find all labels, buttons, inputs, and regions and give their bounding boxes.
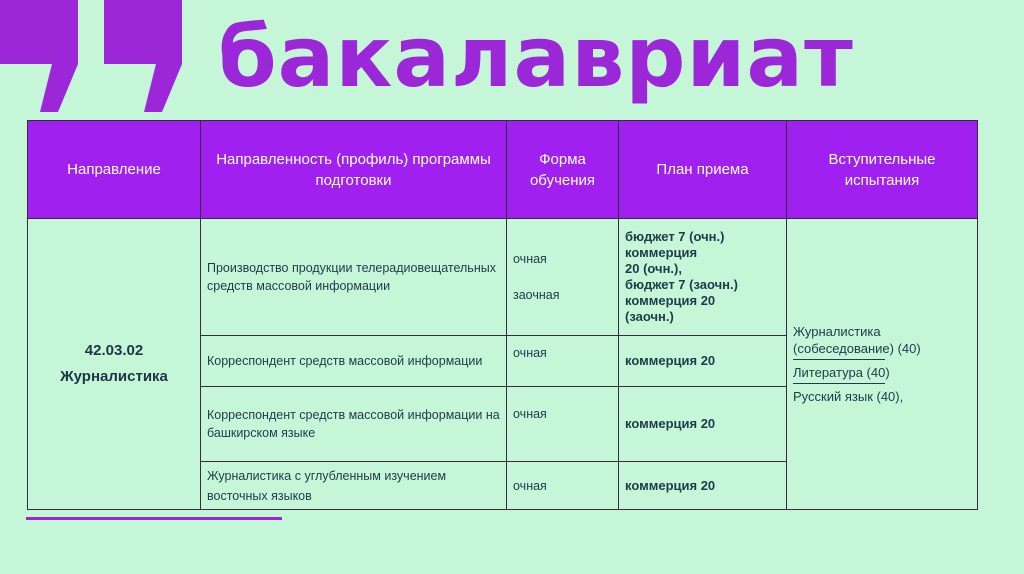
exams-cell	[787, 219, 978, 510]
direction-cell	[28, 219, 201, 510]
plan-line: бюджет 7 (очн.)	[625, 229, 725, 244]
form-cell	[507, 219, 619, 336]
profile-cell: Корреспондент средств массовой информации на башкирском языке	[201, 387, 507, 462]
header-profile: Направленность (профиль) программы подготовки	[201, 121, 507, 219]
form-value: очная	[513, 252, 547, 266]
form-cell: очная	[507, 336, 619, 387]
quote-mark-icon	[0, 0, 200, 112]
page-title: бакалавриат	[218, 8, 854, 106]
admission-table	[27, 120, 978, 510]
header-form: Форма обучения	[507, 121, 619, 219]
exam-item: Литература (40)	[793, 365, 890, 380]
direction-code: 42.03.02	[84, 342, 144, 359]
profile-cell: Производство продукции телерадиовещательных средств массовой информации	[201, 219, 507, 336]
form-cell: очная	[507, 462, 619, 510]
header-direction: Направление	[28, 121, 201, 219]
plan-cell	[619, 219, 787, 336]
plan-line: (заочн.)	[625, 309, 674, 324]
plan-cell: коммерция 20	[619, 336, 787, 387]
divider	[793, 359, 885, 360]
direction-name: Журналистика	[60, 368, 168, 385]
plan-cell: коммерция 20	[619, 387, 787, 462]
plan-line: 20 (очн.),	[625, 261, 682, 276]
plan-line: бюджет 7 (заочн.)	[625, 277, 738, 292]
exam-item: Русский язык (40),	[793, 389, 904, 404]
header-plan: План приема	[619, 121, 787, 219]
table-header-row	[28, 121, 978, 219]
plan-cell: коммерция 20	[619, 462, 787, 510]
header-exams: Вступительные испытания	[787, 121, 978, 219]
divider	[793, 383, 885, 384]
exam-item: Журналистика (собеседование) (40)	[793, 324, 921, 356]
plan-line: коммерция	[625, 245, 698, 260]
table-row	[28, 219, 978, 336]
profile-cell: Журналистика с углубленным изучением восточных языков	[201, 462, 507, 510]
form-value: заочная	[513, 288, 560, 302]
plan-line: коммерция 20	[625, 293, 716, 308]
accent-underline	[26, 517, 282, 520]
profile-cell: Корреспондент средств массовой информации	[201, 336, 507, 387]
form-cell: очная	[507, 387, 619, 462]
